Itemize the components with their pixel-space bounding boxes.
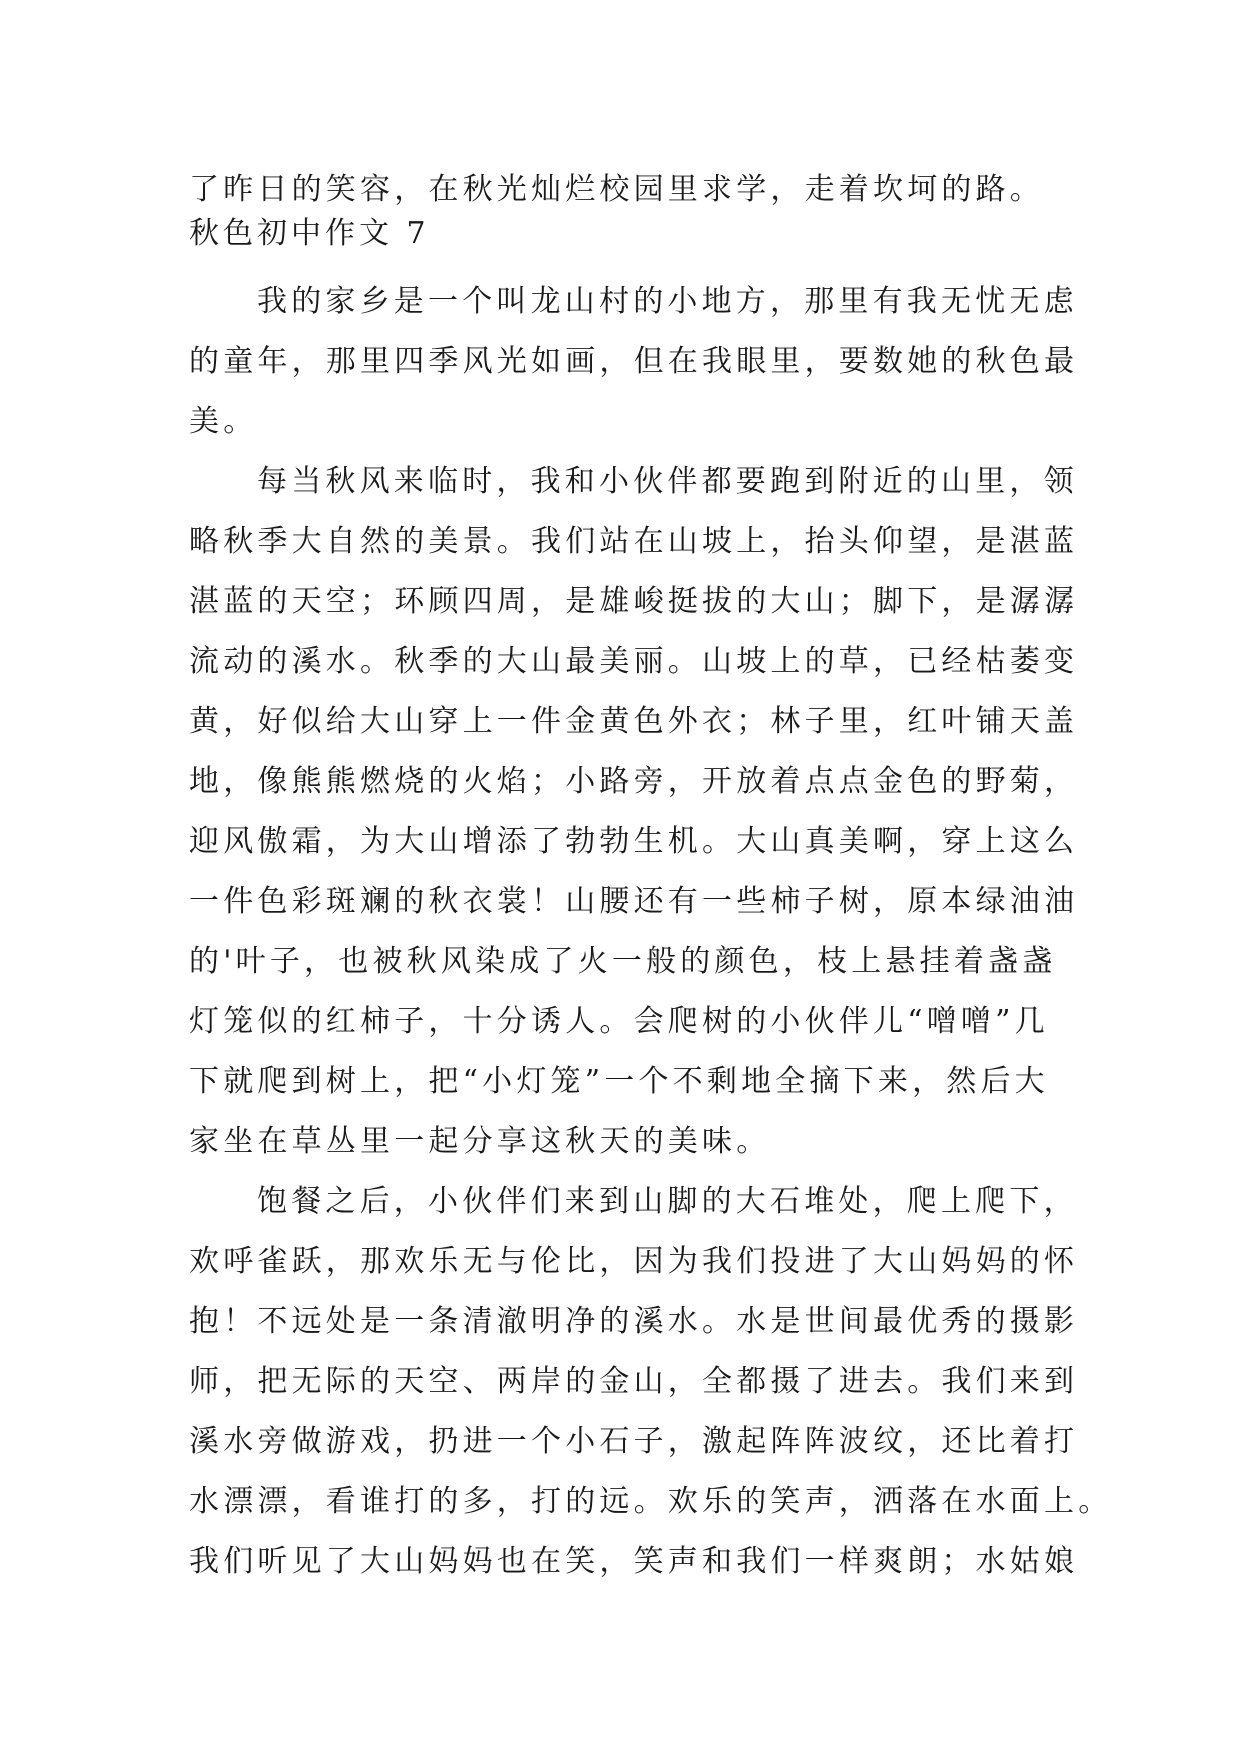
document-body <box>189 160 1113 1592</box>
text-line: 灯笼似的红柿子，十分诱人。会爬树的小伙伴儿“噌噌”几 <box>189 1004 1049 1039</box>
text-line: 饱餐之后，小伙伴们来到山脚的大石堆处，爬上爬下， <box>257 1184 1078 1219</box>
text-line: 美。 <box>189 404 258 439</box>
text-line: 我们听见了大山妈妈也在笑，笑声和我们一样爽朗；水姑娘 <box>189 1544 1079 1579</box>
text-line: 的'叶子，也被秋风染成了火一般的颜色，枝上悬挂着盏盏 <box>189 944 1057 979</box>
text-line: 下就爬到树上，把“小灯笼”一个不剩地全摘下来，然后大 <box>189 1064 1049 1099</box>
text-line: 抱！不远处是一条清澈明净的溪水。水是世间最优秀的摄影 <box>189 1304 1079 1339</box>
paragraph-3 <box>189 1172 1113 1592</box>
text-line: 一件色彩斑斓的秋衣裳！山腰还有一些柿子树，原本绿油油 <box>189 884 1079 919</box>
text-line: 迎风傲霜，为大山增添了勃勃生机。大山真美啊，穿上这么 <box>189 824 1079 859</box>
essay-title: 秋色初中作文 7 <box>189 216 430 251</box>
text-line: 湛蓝的天空；环顾四周，是雄峻挺拔的大山；脚下，是潺潺 <box>189 584 1079 619</box>
text-line: 地，像熊熊燃烧的火焰；小路旁，开放着点点金色的野菊， <box>189 764 1079 799</box>
paragraph-1 <box>189 272 1079 452</box>
text-line: 师，把无际的天空、两岸的金山，全都摄了进去。我们来到 <box>189 1364 1079 1399</box>
text-line: 欢呼雀跃，那欢乐无与伦比，因为我们投进了大山妈妈的怀 <box>189 1244 1079 1279</box>
text-line: 每当秋风来临时，我和小伙伴都要跑到附近的山里，领 <box>257 464 1078 499</box>
text-line: 流动的溪水。秋季的大山最美丽。山坡上的草，已经枯萎变 <box>189 644 1079 679</box>
text-line: 家坐在草丛里一起分享这秋天的美味。 <box>189 1124 771 1159</box>
text-line: 溪水旁做游戏，扔进一个小石子，激起阵阵波纹，还比着打 <box>189 1424 1079 1459</box>
text-line: 略秋季大自然的美景。我们站在山坡上，抬头仰望，是湛蓝 <box>189 524 1079 559</box>
text-line: 的童年，那里四季风光如画，但在我眼里，要数她的秋色最 <box>189 344 1079 379</box>
text-line: 我的家乡是一个叫龙山村的小地方，那里有我无忧无虑 <box>257 284 1078 319</box>
text-line: 了昨日的笑容，在秋光灿烂校园里求学，走着坎坷的路。 <box>189 172 1044 207</box>
text-line: 黄，好似给大山穿上一件金黄色外衣；林子里，红叶铺天盖 <box>189 704 1079 739</box>
text-line: 水漂漂，看谁打的多，打的远。欢乐的笑声，洒落在水面上。 <box>189 1484 1113 1519</box>
paragraph-2 <box>189 452 1079 1172</box>
